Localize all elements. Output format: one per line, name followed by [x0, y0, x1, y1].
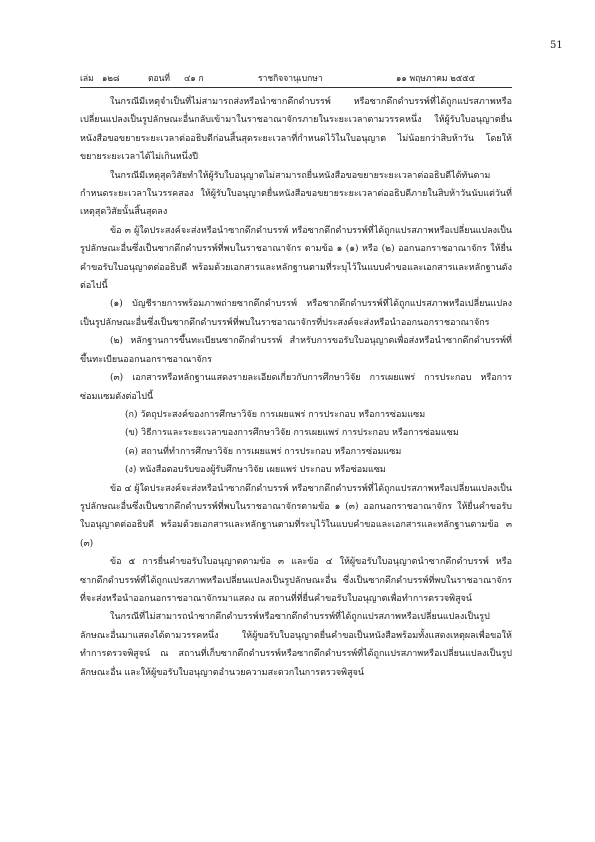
clause-3: ข้อ ๓ ผู้ใดประสงค์จะส่งหรือนำซากดึกดำบรรพ์ หรือซากดึกดำบรรพ์ที่ได้ถูกแปรสภาพหรือเปลี่ยนแปลงเป็นรูปลักษณะอื่นซึ่งเป็นซากดึกดำบรรพ์ที่พบในราชอาณาจักร ตามข้อ ๑ (๑) หรือ (๒) ออกนอกราชอาณาจักร ให้ยื่นคำขอรับใบอนุญาตต่ออธิบดี พร้อมด้วยเอกสารและหลักฐานตามที่ระบุไว้ในแบบคำขอและเอกสารและหลักฐานดังต่อไปนี้ — [80, 225, 512, 292]
paragraph: ในกรณีมีเหตุจำเป็นที่ไม่สามารถส่งหรือนำซากดึกดำบรรพ์ หรือซากดึกดำบรรพ์ที่ได้ถูกแปรสภาพหรือเปลี่ยนแปลงเป็นรูปลักษณะอื่นกลับเข้ามาในราชอาณาจักรภายในระยะเวลาตามวรรคหนึ่ง ให้ผู้รับใบอนุญาตยื่นหนังสือขอขยายระยะเวลาต่ออธิบดีก่อนสิ้นสุดระยะเวลาที่กำหนดไว้ในใบอนุญาต ไม่น้อยกว่าสิบห้าวัน โดยให้ขยายระยะเวลาได้ไม่เกินหนึ่งปี — [80, 97, 512, 163]
issue-number: ๔๑ ก — [184, 74, 204, 84]
clause-4: ข้อ ๔ ผู้ใดประสงค์จะส่งหรือนำซากดึกดำบรรพ์ หรือซากดึกดำบรรพ์ที่ได้ถูกแปรสภาพหรือเปลี่ยนแปลงเป็นรูปลักษณะอื่นซึ่งเป็นซากดึกดำบรรพ์ที่พบในราชอาณาจักรตามข้อ ๑ (๓) ออกนอกราชอาณาจักร ให้ยื่นคำขอรับใบอนุญาตต่ออธิบดี พร้อมด้วยเอกสารและหลักฐานตามที่ระบุไว้ในแบบคำขอและเอกสารและหลักฐานตามข้อ ๓ (๓) — [80, 483, 512, 549]
sub-list-item: (ก) วัตถุประสงค์ของการศึกษาวิจัย การเผยแพร่ การประกอบ หรือการซ่อมแซม — [125, 409, 426, 420]
list-item: (๑) บัญชีรายการพร้อมภาพถ่ายซากดึกดำบรรพ์ หรือซากดึกดำบรรพ์ที่ได้ถูกแปรสภาพหรือเปลี่ยนแปลงเป็นรูปลักษณะอื่นซึ่งเป็นซากดึกดำบรรพ์ที่พบในราชอาณาจักรที่ประสงค์จะส่งหรือนำออกนอกราชอาณาจักร — [80, 299, 512, 328]
list-item: (๒) หลักฐานการขึ้นทะเบียนซากดึกดำบรรพ์ สำหรับการขอรับใบอนุญาตเพื่อส่งหรือนำซากดึกดำบรรพ์ที่ขึ้นทะเบียนออกนอกราชอาณาจักร — [80, 336, 512, 365]
sub-list-item: (ง) หนังสือตอบรับของผู้รับศึกษาวิจัย เผยแพร่ ประกอบ หรือซ่อมแซม — [125, 465, 386, 476]
publication-name: ราชกิจจานุเบกษา — [258, 74, 323, 84]
sub-list-item: (ข) วิธีการและระยะเวลาของการศึกษาวิจัย การเผยแพร่ การประกอบ หรือการซ่อมแซม — [125, 428, 459, 439]
volume-label: เล่ม — [80, 74, 94, 84]
page-number: 51 — [550, 40, 563, 51]
gazette-header — [80, 71, 512, 83]
issue-label: ตอนที่ — [148, 74, 171, 84]
paragraph: ในกรณีมีเหตุสุดวิสัยทำให้ผู้รับใบอนุญาตไม่สามารถยื่นหนังสือขอขยายระยะเวลาต่ออธิบดีได้ทันตามกำหนดระยะเวลาในวรรคสอง ให้ผู้รับใบอนุญาตยื่นหนังสือขอขยายระยะเวลาต่ออธิบดีภายในสิบห้าวันนับแต่วันที่เหตุสุดวิสัยนั้นสิ้นสุดลง — [80, 170, 512, 218]
sub-list-item: (ค) สถานที่ทำการศึกษาวิจัย การเผยแพร่ การประกอบ หรือการซ่อมแซม — [125, 446, 402, 457]
volume-number: ๑๒๘ — [102, 74, 120, 84]
clause-5: ข้อ ๕ การยื่นคำขอรับใบอนุญาตตามข้อ ๓ และข้อ ๔ ให้ผู้ขอรับใบอนุญาตนำซากดึกดำบรรพ์ หรือซากดึกดำบรรพ์ที่ได้ถูกแปรสภาพหรือเปลี่ยนแปลงเป็นรูปลักษณะอื่น ซึ่งเป็นซากดึกดำบรรพ์ที่พบในราชอาณาจักรที่จะส่งหรือนำออกนอกราชอาณาจักรมาแสดง ณ สถานที่ที่ยื่นคำขอรับใบอนุญาตเพื่อทำการตรวจพิสูจน์ — [80, 557, 512, 604]
list-item: (๓) เอกสารหรือหลักฐานแสดงรายละเอียดเกี่ยวกับการศึกษาวิจัย การเผยแพร่ การประกอบ หรือการซ่อมแซมดังต่อไปนี้ — [80, 373, 512, 402]
header-divider — [80, 87, 512, 88]
document-body — [80, 93, 512, 682]
publication-date: ๑๑ พฤษภาคม ๒๕๕๕ — [396, 74, 476, 84]
paragraph: ในกรณีที่ไม่สามารถนำซากดึกดำบรรพ์หรือซากดึกดำบรรพ์ที่ได้ถูกแปรสภาพหรือเปลี่ยนแปลงเป็นรูปลักษณะอื่นมาแสดงได้ตามวรรคหนึ่ง ให้ผู้ขอรับใบอนุญาตยื่นคำขอเป็นหนังสือพร้อมทั้งแสดงเหตุผลเพื่อขอให้ทำการตรวจพิสูจน์ ณ สถานที่เก็บซากดึกดำบรรพ์หรือซากดึกดำบรรพ์ที่ได้ถูกแปรสภาพหรือเปลี่ยนแปลงเป็นรูปลักษณะอื่น และให้ผู้ขอรับใบอนุญาตอำนวยความสะดวกในการตรวจพิสูจน์ — [80, 612, 512, 678]
